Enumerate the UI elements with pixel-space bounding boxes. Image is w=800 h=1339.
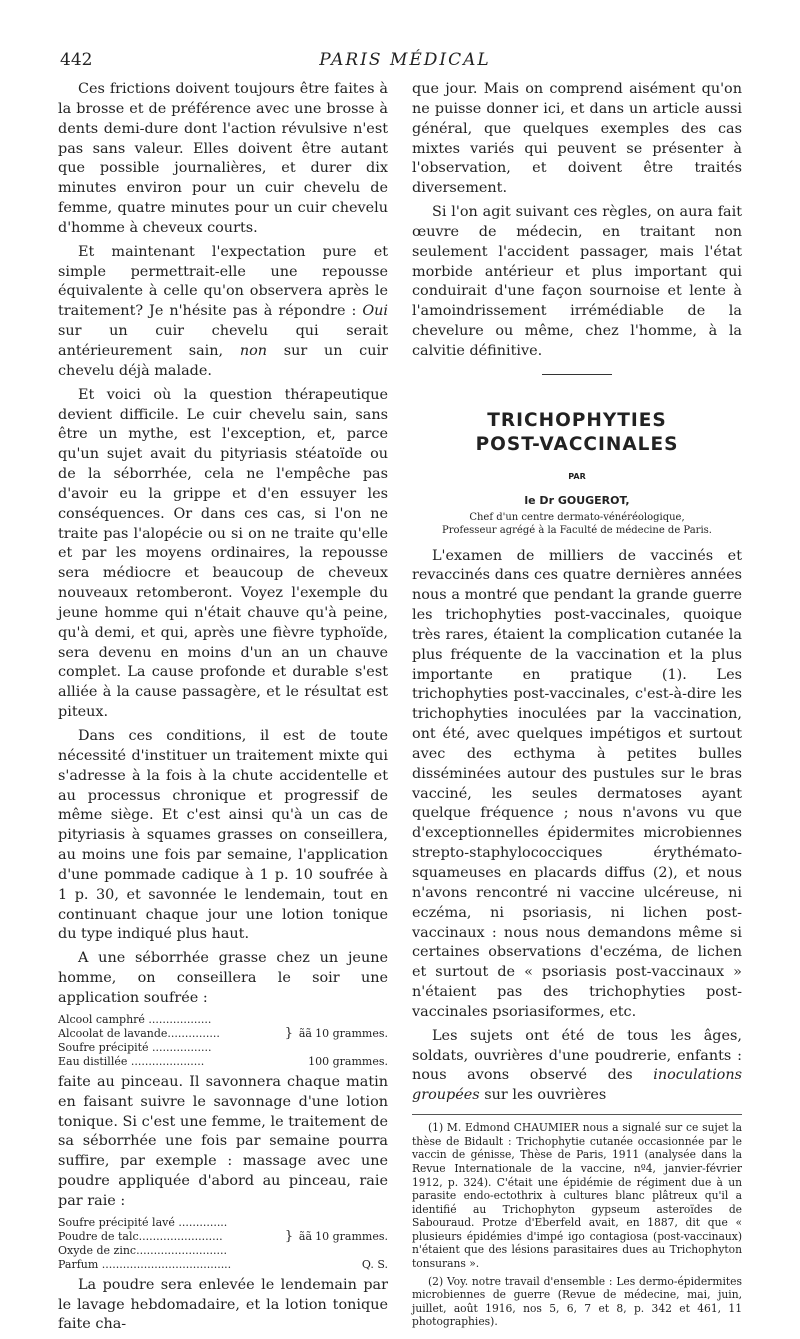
paragraph <box>58 243 388 382</box>
paragraph-text: sur les ouvrières <box>479 1087 607 1104</box>
paragraph: faite au pinceau. Il savonnera chaque matin en faisant suivre le savonnage d'une lotion tonique. Si c'est une femme, le traitement de sa séborrhée une fois par semaine pourra suffire, par exemple : massage avec une poudre appliquée d'abord au pinceau, raie par raie : <box>58 1073 388 1209</box>
prescription-row <box>58 1216 388 1230</box>
emphasis-non: non <box>239 342 268 359</box>
page-number: 442 <box>60 50 93 70</box>
quantity: 10 grammes. <box>315 1229 388 1243</box>
paragraph-text: sur un cuir chevelu qui serait antérieurement sain, <box>58 323 388 359</box>
brace: } <box>284 1025 294 1041</box>
emphasis-oui: Oui <box>362 303 388 320</box>
ana-abbrev: ãã <box>298 1026 312 1040</box>
paragraph: Si l'on agit suivant ces règles, on aura fait œuvre de médecin, en traitant non seulement l'accident passager, mais l'état morbide antérieur et plus important qui conduirait d'une façon sournoise et lente à l'amoindrissement irrémédiable de la chevelure ou même, chez l'homme, à la calvitie définitive. <box>412 204 742 359</box>
paragraph-text: Et maintenant l'expectation pure et simple permettrait-elle une repousse équivalente à celle qu'on observera après le traitement? Je n'hésite pas à répondre : <box>58 243 388 320</box>
footnote-separator <box>412 1114 742 1115</box>
ingredient: Soufre précipité ................. <box>58 1040 212 1054</box>
ingredient: Parfum ..................................... <box>58 1257 232 1271</box>
quantity: 10 grammes. <box>315 1026 388 1040</box>
section-divider <box>542 374 612 375</box>
prescription-table-2 <box>58 1216 388 1272</box>
article-title-line-1: TRICHOPHYTIES <box>487 409 667 431</box>
author-name: le Dr GOUGEROT, <box>524 493 630 507</box>
prescription-row <box>58 1013 388 1027</box>
ingredient: Soufre précipité lavé .............. <box>58 1215 228 1229</box>
footnote: (1) M. Edmond CHAUMIER nous a signalé sur ce sujet la thèse de Bidault : Trichophytie cutanée occasionnée par le vaccin de génisse, Thèse de Paris, 1911 (analysée dans la Revue Internationale de la vaccine, nº4, janvier-février 1912, p. 324). C'était une épidémie de régiment due à un parasite endo-ectothrix à cultures blanc plâtreux qu'il a identifié au Trichophyton gypseum asteroïdes de Sabouraud. Protze d'Eberfeld avait, en 1887, dit que « plusieurs épidémies d'impé igo contagiosa (post-vaccinaux) n'étaient que des lésions parasitaires dues au Trichophyton tonsurans ». <box>412 1121 742 1271</box>
paragraph: L'examen de milliers de vaccinés et revaccinés dans ces quatre dernières années nous a montré que pendant la grande guerre les trichophyties post-vaccinales, quoique très rares, étaient la complication cutanée la plus fréquente de la vaccination et la plus importante en pratique (1). Les trichophyties post-vaccinales, c'est-à-dire les trichophyties inoculées par la vaccination, ont été, avec quelques impétigos et surtout avec des ecthyma à petites bulles disséminées autour des pustules sur le bras vacciné, les seules dermatoses ayant quelque fréquence ; nous n'avons vu que d'exceptionnelles épidermites microbiennes strepto-staphylococciques érythémato-squameuses en placards diffus (2), et nous n'avons rencontré ni vaccine ulcéreuse, ni eczéma, ni psoriasis, ni lichen post-vaccinaux : nous nous demandons même si certaines observations d'eczéma, de lichen et surtout de « psoriasis post-vaccinaux » n'étaient pas des trichophyties post-vaccinales psoriasiformes, etc. <box>412 547 742 1020</box>
quantity: Q. S. <box>361 1257 388 1271</box>
paragraph-text: Les sujets ont été de tous les âges, soldats, ouvrières d'une poudrerie, enfants : nous avons observé des <box>412 1027 742 1084</box>
emphasis: inoculations groupées <box>412 1067 742 1104</box>
running-title: PARIS MÉDICAL <box>319 50 491 70</box>
ingredient: Oxyde de zinc.......................... <box>58 1243 228 1257</box>
running-header <box>60 50 750 74</box>
author-affiliation: Chef d'un centre dermato-vénéréologique, <box>469 511 685 523</box>
quantity: 100 grammes. <box>308 1054 388 1068</box>
left-column <box>58 80 388 1339</box>
ana-abbrev: ãã <box>298 1229 313 1243</box>
paragraph: A une séborrhée grasse chez un jeune homme, on conseillera le soir une application soufrée : <box>58 950 388 1006</box>
ingredient: Poudre de talc........................ <box>58 1229 223 1243</box>
byline-par: PAR <box>568 471 586 481</box>
paragraph <box>412 1027 742 1106</box>
ingredient: Eau distillée ..................... <box>58 1054 205 1068</box>
paragraph: que jour. Mais on comprend aisément qu'on ne puisse donner ici, et dans un article aussi général, que quelques exemples des cas mixtes variés qui peuvent se présenter à l'observation, et doivent être traités diversement. <box>412 81 742 197</box>
brace: } <box>284 1228 294 1244</box>
paragraph: La poudre sera enlevée le lendemain par le lavage hebdomadaire, et la lotion tonique faite cha- <box>58 1276 388 1333</box>
prescription-row <box>58 1055 388 1069</box>
ingredient: Alcoolat de lavande............... <box>58 1026 220 1040</box>
author-affiliation: Professeur agrégé à la Faculté de médecine de Paris. <box>442 524 712 536</box>
prescription-table-1 <box>58 1013 388 1069</box>
paragraph: Et voici où la question thérapeutique devient difficile. Le cuir chevelu sain, sans être un mythe, est l'exception, et, parce qu'un sujet avait du pityriasis stéatoïde ou de la séborrhée, cela ne l'empêche pas d'avoir eu la grippe et d'en essuyer les conséquences. Or dans ces cas, si l'on ne traite pas l'alopécie ou si on ne traite qu'elle et par les moyens ordinaires, la repousse sera médiocre et beaucoup de cheveux nouveaux retomberont. Voyez l'exemple du jeune homme qui n'était chauve qu'à peine, qu'à demi, et qui, après une fièvre typhoïde, sera devenu en moins d'un an un chauve complet. La cause profonde et durable s'est alliée à la cause passagère, et le résultat est piteux. <box>58 386 388 721</box>
ingredient: Alcool camphré .................. <box>58 1012 212 1026</box>
right-column <box>412 80 742 1333</box>
paragraph-text: sur un cuir chevelu déjà malade. <box>58 342 388 379</box>
prescription-row <box>58 1258 388 1272</box>
paragraph: Ces frictions doivent toujours être faites à la brosse et de préférence avec une brosse à dents demi-dure dont l'action révulsive n'est pas sans valeur. Elles doivent être autant que possible journalières, et durer dix minutes environ pour un cuir chevelu de femme, quatre minutes pour un cuir chevelu d'homme à cheveux courts. <box>58 81 388 236</box>
paragraph: Dans ces conditions, il est de toute nécessité d'instituer un traitement mixte qui s'adresse à la fois à la chute accidentelle et au processus chronique et progressif de même siège. Et c'est ainsi qu'à un cas de pityriasis à squames grasses on conseillera, au moins une fois par semaine, l'application d'une pommade cadique à 1 p. 10 soufrée à 1 p. 30, et savonnée le lendemain, tout en continuant chaque jour une lotion tonique du type indiqué plus haut. <box>58 728 388 943</box>
article-title-line-2: POST-VACCINALES <box>475 433 679 455</box>
footnote: (2) Voy. notre travail d'ensemble : Les dermo-épidermites microbiennes de guerre (Revue de médecine, mai, juin, juillet, août 1916, nos 5, 6, 7 et 8, p. 342 et 461, 11 photographies). <box>412 1274 742 1329</box>
